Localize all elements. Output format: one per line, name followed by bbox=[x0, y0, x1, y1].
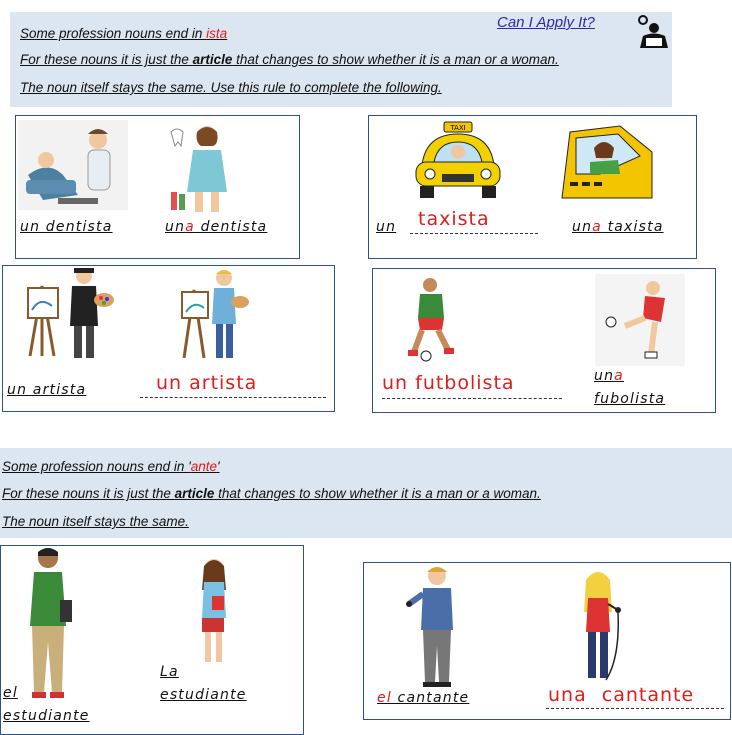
female-artist-illustration bbox=[180, 266, 250, 364]
instruction-text: For these nouns it is just the bbox=[2, 486, 175, 501]
noun-dentista: dentista bbox=[194, 219, 268, 235]
article-un: un bbox=[572, 219, 593, 235]
dentist-with-patient-illustration bbox=[18, 120, 128, 210]
feminine-a: a bbox=[592, 219, 602, 235]
instruction-line-3: The noun itself stays the same. bbox=[2, 514, 189, 529]
label-una-dentista bbox=[165, 219, 267, 235]
label-un-dentista: un dentista bbox=[20, 219, 113, 235]
male-singer-illustration bbox=[405, 564, 465, 688]
article-un: un bbox=[594, 368, 615, 384]
female-footballer-illustration bbox=[595, 274, 685, 366]
can-i-apply-it-link[interactable]: Can I Apply It? bbox=[497, 14, 595, 31]
answer-blank-line bbox=[410, 233, 538, 234]
label-un-artista: un artista bbox=[7, 382, 87, 398]
instruction-text: ' bbox=[216, 459, 220, 474]
feminine-a: a bbox=[185, 219, 195, 235]
answer-un-futbolista[interactable]: un futbolista bbox=[382, 372, 515, 394]
label-el-article: el bbox=[3, 685, 18, 701]
instruction-text: that changes to show whether it is a man or a woman. bbox=[232, 52, 559, 67]
label-un-article: un bbox=[376, 219, 397, 235]
male-footballer-illustration bbox=[400, 276, 462, 362]
label-fubolista: fubolista bbox=[594, 391, 666, 407]
female-singer-illustration bbox=[570, 568, 626, 686]
instruction-text: For these nouns it is just the bbox=[20, 52, 193, 67]
female-student-illustration bbox=[188, 556, 238, 666]
ending-ista: ista bbox=[206, 26, 228, 41]
noun-cantante: cantante bbox=[391, 690, 470, 706]
feminine-a: a bbox=[614, 368, 624, 384]
answer-blank-line bbox=[140, 397, 326, 398]
article-una: una bbox=[548, 684, 587, 706]
label-estudiante-fem: estudiante bbox=[160, 687, 247, 703]
ending-ante: ante bbox=[190, 459, 217, 474]
answer-una-cantante[interactable] bbox=[548, 684, 694, 706]
instruction-bold: article bbox=[192, 52, 233, 67]
instruction-line-1 bbox=[2, 459, 220, 474]
female-taxi-driver-illustration bbox=[560, 122, 654, 202]
article-un: un bbox=[165, 219, 186, 235]
instruction-line-3: The noun itself stays the same. Use this rule to complete the following. bbox=[20, 80, 442, 95]
male-taxi-driver-illustration bbox=[412, 120, 504, 208]
label-el-cantante bbox=[377, 690, 469, 706]
label-la-article: La bbox=[160, 664, 179, 680]
taxi-sign: TAXI bbox=[450, 124, 466, 132]
label-estudiante-masc: estudiante bbox=[3, 708, 90, 724]
noun-taxista: taxista bbox=[601, 219, 664, 235]
instruction-text: that changes to show whether it is a man or a woman. bbox=[214, 486, 541, 501]
instruction-line-2 bbox=[20, 52, 559, 67]
answer-un-artista[interactable]: un artista bbox=[156, 372, 258, 394]
female-dentist-illustration bbox=[165, 122, 245, 214]
instruction-line-1 bbox=[20, 26, 227, 41]
male-student-illustration bbox=[22, 546, 78, 700]
person-thinking-icon bbox=[634, 14, 670, 50]
answer-blank-line bbox=[382, 398, 562, 399]
instruction-text: Some profession nouns end in ' bbox=[2, 459, 191, 474]
answer-taxista[interactable]: taxista bbox=[418, 208, 490, 230]
article-el: el bbox=[377, 690, 392, 706]
label-una-taxista bbox=[572, 219, 664, 235]
instruction-bold: article bbox=[174, 486, 215, 501]
instruction-line-2 bbox=[2, 486, 541, 501]
noun-cantante: cantante bbox=[601, 684, 695, 706]
instruction-text: Some profession nouns end in bbox=[20, 26, 207, 41]
answer-blank-line bbox=[546, 708, 724, 709]
male-artist-illustration bbox=[22, 266, 116, 362]
label-una bbox=[594, 368, 624, 384]
